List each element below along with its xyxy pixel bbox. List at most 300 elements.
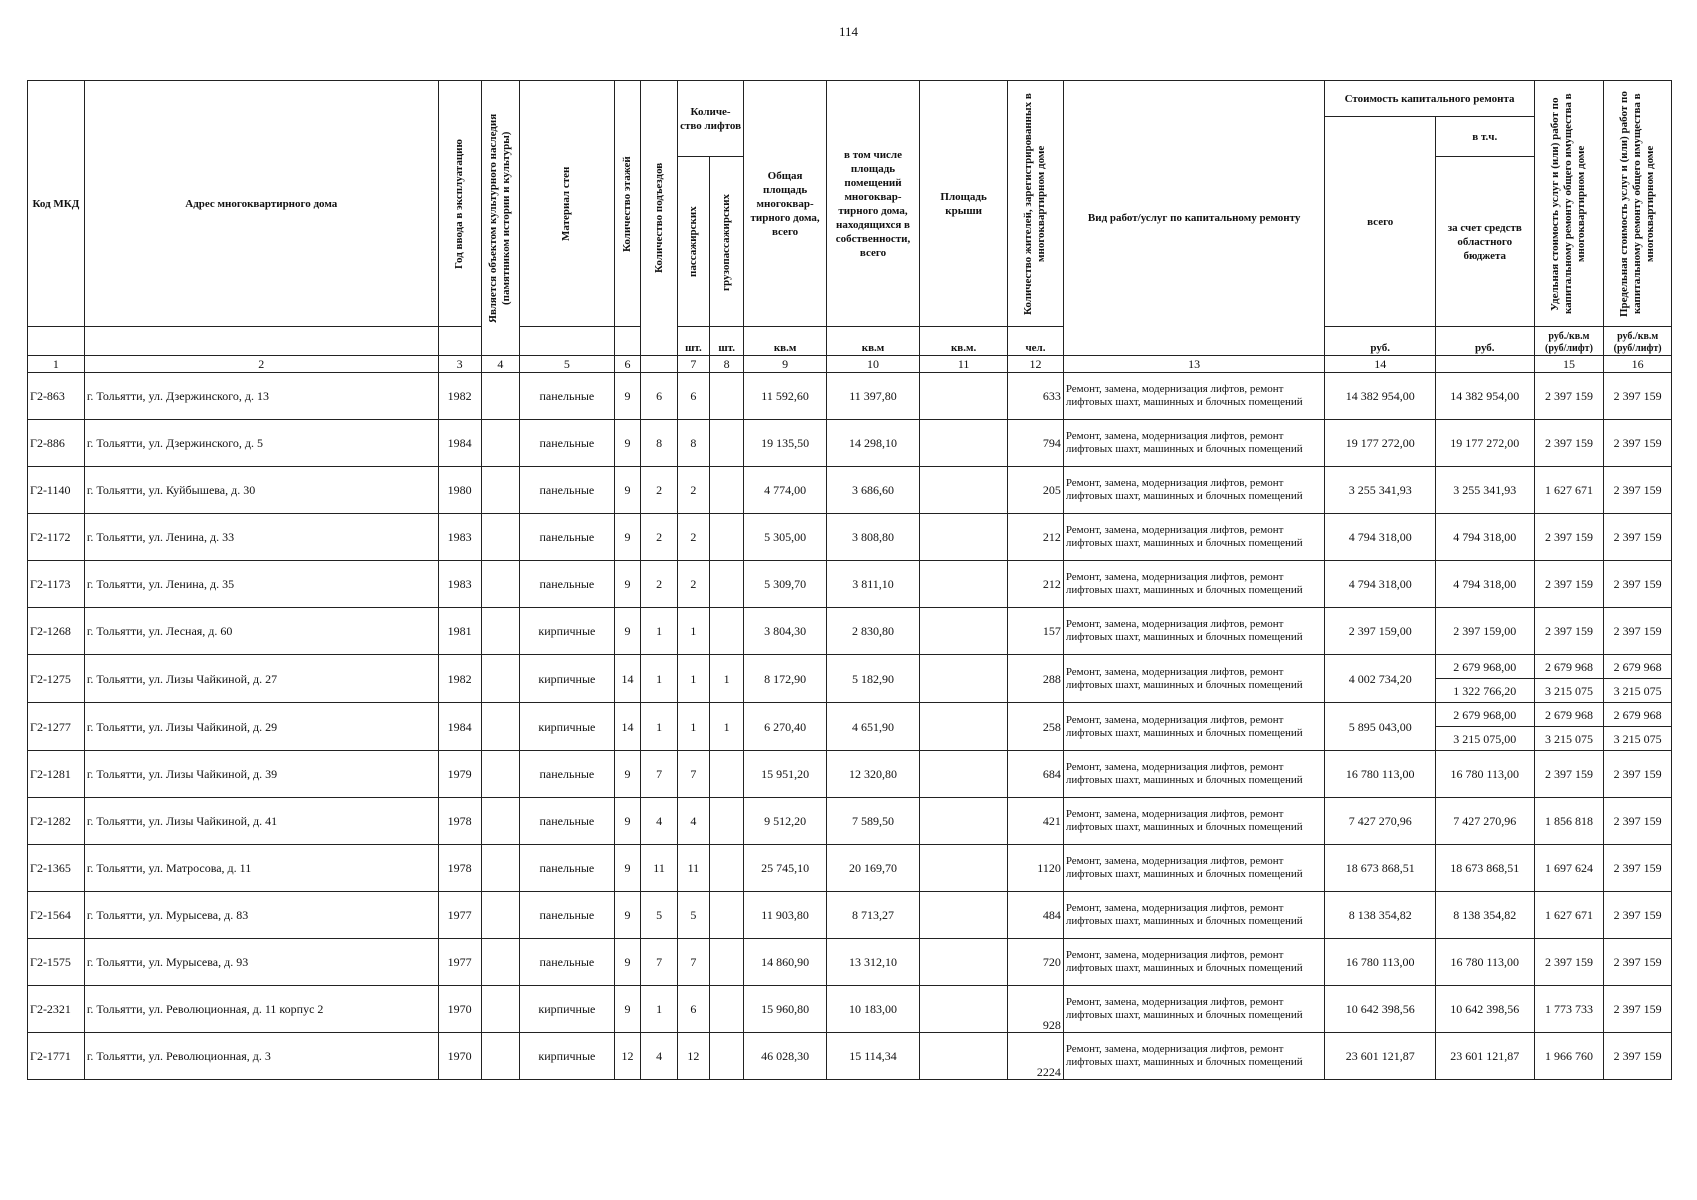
table-row bbox=[28, 845, 1672, 892]
cell-unit-cost: 2 397 159 bbox=[1534, 373, 1604, 420]
cell-residents: 684 bbox=[1008, 751, 1064, 798]
cell-freight bbox=[709, 561, 743, 608]
cell-residents: 633 bbox=[1008, 373, 1064, 420]
cell-code: Г2-886 bbox=[28, 420, 85, 467]
cell-code: Г2-1281 bbox=[28, 751, 85, 798]
cell-total-area: 3 804,30 bbox=[744, 608, 827, 655]
cell-unit-cost: 2 679 968 bbox=[1534, 655, 1604, 679]
cell-total-area: 8 172,90 bbox=[744, 655, 827, 703]
cell-cost-total: 23 601 121,87 bbox=[1325, 1033, 1435, 1080]
cell-passenger: 1 bbox=[677, 608, 709, 655]
cell-owned-area: 3 686,60 bbox=[826, 467, 919, 514]
header-unit-cost: Удельная стоимость услуг и (или) работ по капитальному ремонту общего имущества в многоквартирном доме bbox=[1549, 93, 1588, 314]
cell-roof-area bbox=[920, 892, 1008, 939]
cell-work-type: Ремонт, замена, модернизация лифтов, ремонт лифтовых шахт, машинных и блочных помещений bbox=[1063, 467, 1325, 514]
cell-owned-area: 8 713,27 bbox=[826, 892, 919, 939]
cell-work-type: Ремонт, замена, модернизация лифтов, ремонт лифтовых шахт, машинных и блочных помещений bbox=[1063, 845, 1325, 892]
cell-cost-total: 8 138 354,82 bbox=[1325, 892, 1435, 939]
cell-regional: 1 322 766,20 bbox=[1435, 679, 1534, 703]
cell-total-area: 19 135,50 bbox=[744, 420, 827, 467]
cell-freight: 1 bbox=[709, 703, 743, 751]
cell-work-type: Ремонт, замена, модернизация лифтов, ремонт лифтовых шахт, машинных и блочных помещений bbox=[1063, 986, 1325, 1033]
cell-roof-area bbox=[920, 467, 1008, 514]
cell-cost-total: 4 794 318,00 bbox=[1325, 561, 1435, 608]
column-number: 15 bbox=[1534, 356, 1604, 373]
cell-heritage bbox=[481, 798, 520, 845]
cell-unit-cost: 2 397 159 bbox=[1534, 939, 1604, 986]
cell-code: Г2-1771 bbox=[28, 1033, 85, 1080]
cell-heritage bbox=[481, 939, 520, 986]
header-entrances: Количество подъездов bbox=[652, 162, 665, 274]
page-number: 114 bbox=[838, 24, 859, 39]
cell-heritage bbox=[481, 1033, 520, 1080]
header-work-type: Вид работ/услуг по капитальному ремонту bbox=[1063, 81, 1325, 356]
cell-walls: кирпичные bbox=[520, 986, 614, 1033]
cell-unit-cost: 1 697 624 bbox=[1534, 845, 1604, 892]
cell-freight bbox=[709, 420, 743, 467]
cell-freight bbox=[709, 798, 743, 845]
cell-entrances: 5 bbox=[641, 892, 677, 939]
table-row bbox=[28, 798, 1672, 845]
cell-freight bbox=[709, 373, 743, 420]
table-row bbox=[28, 892, 1672, 939]
unit-rub-total: руб. bbox=[1325, 327, 1435, 356]
cell-walls: кирпичные bbox=[520, 1033, 614, 1080]
cell-residents: 157 bbox=[1008, 608, 1064, 655]
cell-regional: 2 679 968,00 bbox=[1435, 655, 1534, 679]
cell-total-area: 46 028,30 bbox=[744, 1033, 827, 1080]
table-row bbox=[28, 1033, 1672, 1080]
cell-walls: панельные bbox=[520, 373, 614, 420]
cell-year: 1977 bbox=[438, 939, 481, 986]
cell-passenger: 8 bbox=[677, 420, 709, 467]
cell-residents: 212 bbox=[1008, 561, 1064, 608]
cell-walls: панельные bbox=[520, 845, 614, 892]
cell-roof-area bbox=[920, 514, 1008, 561]
cell-regional: 19 177 272,00 bbox=[1435, 420, 1534, 467]
cell-address: г. Тольятти, ул. Куйбышева, д. 30 bbox=[84, 467, 438, 514]
cell-passenger: 7 bbox=[677, 939, 709, 986]
header-cost-total: всего bbox=[1325, 117, 1435, 327]
cell-roof-area bbox=[920, 420, 1008, 467]
header-incl: в т.ч. bbox=[1435, 117, 1534, 157]
cell-regional: 18 673 868,51 bbox=[1435, 845, 1534, 892]
cell-heritage bbox=[481, 703, 520, 751]
cell-residents: 212 bbox=[1008, 514, 1064, 561]
cell-heritage bbox=[481, 420, 520, 467]
cell-total-area: 5 309,70 bbox=[744, 561, 827, 608]
column-number: 1 bbox=[28, 356, 85, 373]
cell-work-type: Ремонт, замена, модернизация лифтов, ремонт лифтовых шахт, машинных и блочных помещений bbox=[1063, 608, 1325, 655]
column-number: 4 bbox=[481, 356, 520, 373]
cell-work-type: Ремонт, замена, модернизация лифтов, ремонт лифтовых шахт, машинных и блочных помещений bbox=[1063, 514, 1325, 561]
cell-freight bbox=[709, 1033, 743, 1080]
cell-floors: 9 bbox=[614, 373, 641, 420]
cell-max-cost: 3 215 075 bbox=[1604, 727, 1672, 751]
cell-code: Г2-1277 bbox=[28, 703, 85, 751]
table-row bbox=[28, 703, 1672, 727]
header-total-area: Общая площадь многоквар-тирного дома, всего bbox=[744, 81, 827, 327]
cell-owned-area: 2 830,80 bbox=[826, 608, 919, 655]
cell-code: Г2-1173 bbox=[28, 561, 85, 608]
cell-address: г. Тольятти, ул. Лизы Чайкиной, д. 39 bbox=[84, 751, 438, 798]
unit-area-owned: кв.м bbox=[826, 327, 919, 356]
cell-owned-area: 3 811,10 bbox=[826, 561, 919, 608]
cell-entrances: 8 bbox=[641, 420, 677, 467]
column-number: 10 bbox=[826, 356, 919, 373]
cell-max-cost: 2 397 159 bbox=[1604, 986, 1672, 1033]
cell-heritage bbox=[481, 373, 520, 420]
cell-freight bbox=[709, 467, 743, 514]
column-number: 13 bbox=[1063, 356, 1325, 373]
table-row bbox=[28, 655, 1672, 679]
cell-address: г. Тольятти, ул. Революционная, д. 3 bbox=[84, 1033, 438, 1080]
cell-entrances: 1 bbox=[641, 655, 677, 703]
header-address: Адрес многоквартирного дома bbox=[84, 81, 438, 327]
cell-regional: 4 794 318,00 bbox=[1435, 561, 1534, 608]
cell-unit-cost: 2 397 159 bbox=[1534, 514, 1604, 561]
cell-residents: 258 bbox=[1008, 703, 1064, 751]
cell-heritage bbox=[481, 986, 520, 1033]
cell-walls: панельные bbox=[520, 467, 614, 514]
cell-entrances: 1 bbox=[641, 608, 677, 655]
cell-heritage bbox=[481, 845, 520, 892]
cell-floors: 9 bbox=[614, 467, 641, 514]
cell-passenger: 6 bbox=[677, 373, 709, 420]
cell-passenger: 2 bbox=[677, 561, 709, 608]
cell-heritage bbox=[481, 561, 520, 608]
cell-owned-area: 15 114,34 bbox=[826, 1033, 919, 1080]
cell-floors: 12 bbox=[614, 1033, 641, 1080]
column-number: 12 bbox=[1008, 356, 1064, 373]
cell-freight bbox=[709, 939, 743, 986]
cell-address: г. Тольятти, ул. Дзержинского, д. 5 bbox=[84, 420, 438, 467]
cell-floors: 9 bbox=[614, 845, 641, 892]
column-number: 6 bbox=[614, 356, 641, 373]
cell-roof-area bbox=[920, 798, 1008, 845]
cell-year: 1977 bbox=[438, 892, 481, 939]
cell-owned-area: 3 808,80 bbox=[826, 514, 919, 561]
cell-total-area: 15 960,80 bbox=[744, 986, 827, 1033]
cell-passenger: 11 bbox=[677, 845, 709, 892]
cell-entrances: 4 bbox=[641, 1033, 677, 1080]
cell-residents: 205 bbox=[1008, 467, 1064, 514]
cell-address: г. Тольятти, ул. Лизы Чайкиной, д. 41 bbox=[84, 798, 438, 845]
cell-freight: 1 bbox=[709, 655, 743, 703]
cell-year: 1983 bbox=[438, 561, 481, 608]
cell-cost-total: 4 002 734,20 bbox=[1325, 655, 1435, 703]
cell-entrances: 4 bbox=[641, 798, 677, 845]
cell-work-type: Ремонт, замена, модернизация лифтов, ремонт лифтовых шахт, машинных и блочных помещений bbox=[1063, 561, 1325, 608]
cell-cost-total: 14 382 954,00 bbox=[1325, 373, 1435, 420]
header-max-cost: Предельная стоимость услуг и (или) работ по капитальному ремонту общего имущества в многоквартирном доме bbox=[1618, 90, 1657, 317]
cell-year: 1983 bbox=[438, 514, 481, 561]
cell-owned-area: 14 298,10 bbox=[826, 420, 919, 467]
column-number: 2 bbox=[84, 356, 438, 373]
cell-passenger: 2 bbox=[677, 467, 709, 514]
table-row bbox=[28, 939, 1672, 986]
column-numbers-row bbox=[28, 356, 1672, 373]
cell-regional: 8 138 354,82 bbox=[1435, 892, 1534, 939]
cell-floors: 9 bbox=[614, 608, 641, 655]
table-row bbox=[28, 467, 1672, 514]
cell-total-area: 15 951,20 bbox=[744, 751, 827, 798]
cell-code: Г2-863 bbox=[28, 373, 85, 420]
cell-regional: 14 382 954,00 bbox=[1435, 373, 1534, 420]
cell-code: Г2-1268 bbox=[28, 608, 85, 655]
cell-year: 1981 bbox=[438, 608, 481, 655]
cell-residents: 720 bbox=[1008, 939, 1064, 986]
cell-passenger: 12 bbox=[677, 1033, 709, 1080]
cell-total-area: 9 512,20 bbox=[744, 798, 827, 845]
cell-unit-cost: 2 397 159 bbox=[1534, 561, 1604, 608]
table-row bbox=[28, 561, 1672, 608]
table-row bbox=[28, 373, 1672, 420]
cell-max-cost: 2 397 159 bbox=[1604, 608, 1672, 655]
cell-walls: кирпичные bbox=[520, 703, 614, 751]
cell-owned-area: 4 651,90 bbox=[826, 703, 919, 751]
cell-residents: 421 bbox=[1008, 798, 1064, 845]
unit-rub-regional: руб. bbox=[1435, 327, 1534, 356]
header-freight: грузопассажирских bbox=[720, 192, 733, 291]
cell-roof-area bbox=[920, 561, 1008, 608]
column-number: 16 bbox=[1604, 356, 1672, 373]
cell-walls: панельные bbox=[520, 939, 614, 986]
cell-unit-cost: 1 966 760 bbox=[1534, 1033, 1604, 1080]
cell-regional: 23 601 121,87 bbox=[1435, 1033, 1534, 1080]
cell-roof-area bbox=[920, 703, 1008, 751]
cell-address: г. Тольятти, ул. Ленина, д. 33 bbox=[84, 514, 438, 561]
cell-work-type: Ремонт, замена, модернизация лифтов, ремонт лифтовых шахт, машинных и блочных помещений bbox=[1063, 1033, 1325, 1080]
unit-pcs-freight: шт. bbox=[709, 327, 743, 356]
cell-code: Г2-1140 bbox=[28, 467, 85, 514]
cell-unit-cost: 3 215 075 bbox=[1534, 727, 1604, 751]
cell-year: 1978 bbox=[438, 845, 481, 892]
cell-cost-total: 5 895 043,00 bbox=[1325, 703, 1435, 751]
cell-work-type: Ремонт, замена, модернизация лифтов, ремонт лифтовых шахт, машинных и блочных помещений bbox=[1063, 798, 1325, 845]
table-row bbox=[28, 514, 1672, 561]
cell-address: г. Тольятти, ул. Дзержинского, д. 13 bbox=[84, 373, 438, 420]
header-roof-area: Площадь крыши bbox=[920, 81, 1008, 327]
table-row bbox=[28, 608, 1672, 655]
cell-walls: панельные bbox=[520, 420, 614, 467]
cell-max-cost: 2 397 159 bbox=[1604, 514, 1672, 561]
cell-year: 1984 bbox=[438, 703, 481, 751]
cell-work-type: Ремонт, замена, модернизация лифтов, ремонт лифтовых шахт, машинных и блочных помещений bbox=[1063, 939, 1325, 986]
cell-max-cost: 2 397 159 bbox=[1604, 751, 1672, 798]
cell-walls: панельные bbox=[520, 892, 614, 939]
cell-work-type: Ремонт, замена, модернизация лифтов, ремонт лифтовых шахт, машинных и блочных помещений bbox=[1063, 751, 1325, 798]
cell-total-area: 5 305,00 bbox=[744, 514, 827, 561]
header-residents: Количество жителей, зарегистрированных в многоквартирном доме bbox=[1022, 92, 1048, 315]
cell-walls: кирпичные bbox=[520, 655, 614, 703]
cell-passenger: 7 bbox=[677, 751, 709, 798]
cell-heritage bbox=[481, 892, 520, 939]
table-body bbox=[28, 373, 1672, 1080]
cell-year: 1982 bbox=[438, 655, 481, 703]
cell-max-cost: 3 215 075 bbox=[1604, 679, 1672, 703]
cell-walls: панельные bbox=[520, 798, 614, 845]
cell-year: 1982 bbox=[438, 373, 481, 420]
header-code: Код МКД bbox=[28, 81, 85, 327]
cell-max-cost: 2 679 968 bbox=[1604, 655, 1672, 679]
unit-cost-15: руб./кв.м (руб/лифт) bbox=[1534, 327, 1604, 356]
cell-address: г. Тольятти, ул. Ленина, д. 35 bbox=[84, 561, 438, 608]
unit-area-total: кв.м bbox=[744, 327, 827, 356]
cell-passenger: 5 bbox=[677, 892, 709, 939]
cell-unit-cost: 2 397 159 bbox=[1534, 608, 1604, 655]
cell-walls: панельные bbox=[520, 751, 614, 798]
cell-floors: 9 bbox=[614, 892, 641, 939]
cell-work-type: Ремонт, замена, модернизация лифтов, ремонт лифтовых шахт, машинных и блочных помещений bbox=[1063, 655, 1325, 703]
cell-unit-cost: 2 397 159 bbox=[1534, 751, 1604, 798]
cell-roof-area bbox=[920, 373, 1008, 420]
cell-year: 1979 bbox=[438, 751, 481, 798]
cell-owned-area: 7 589,50 bbox=[826, 798, 919, 845]
cell-code: Г2-2321 bbox=[28, 986, 85, 1033]
cell-freight bbox=[709, 608, 743, 655]
header-owned-area: в том числе площадь помещений многоквар-тирного дома, находящихся в собственности, всего bbox=[826, 81, 919, 327]
header-cost: Стоимость капитального ремонта bbox=[1325, 81, 1534, 117]
column-number bbox=[1435, 356, 1534, 373]
cell-unit-cost: 1 773 733 bbox=[1534, 986, 1604, 1033]
cell-cost-total: 7 427 270,96 bbox=[1325, 798, 1435, 845]
column-number: 9 bbox=[744, 356, 827, 373]
cell-total-area: 11 903,80 bbox=[744, 892, 827, 939]
cell-residents: 794 bbox=[1008, 420, 1064, 467]
cell-floors: 9 bbox=[614, 986, 641, 1033]
cell-regional: 2 679 968,00 bbox=[1435, 703, 1534, 727]
cell-entrances: 2 bbox=[641, 467, 677, 514]
cell-residents: 2224 bbox=[1008, 1033, 1064, 1080]
cell-address: г. Тольятти, ул. Лизы Чайкиной, д. 27 bbox=[84, 655, 438, 703]
cell-address: г. Тольятти, ул. Революционная, д. 11 корпус 2 bbox=[84, 986, 438, 1033]
cell-cost-total: 19 177 272,00 bbox=[1325, 420, 1435, 467]
cell-freight bbox=[709, 892, 743, 939]
cell-owned-area: 10 183,00 bbox=[826, 986, 919, 1033]
cell-freight bbox=[709, 514, 743, 561]
cell-max-cost: 2 397 159 bbox=[1604, 373, 1672, 420]
cell-regional: 7 427 270,96 bbox=[1435, 798, 1534, 845]
cell-floors: 9 bbox=[614, 798, 641, 845]
cell-heritage bbox=[481, 514, 520, 561]
cell-floors: 9 bbox=[614, 939, 641, 986]
cell-heritage bbox=[481, 751, 520, 798]
cell-total-area: 25 745,10 bbox=[744, 845, 827, 892]
column-number: 5 bbox=[520, 356, 614, 373]
cell-year: 1980 bbox=[438, 467, 481, 514]
capital-repair-table bbox=[27, 80, 1672, 1080]
cell-cost-total: 2 397 159,00 bbox=[1325, 608, 1435, 655]
cell-floors: 9 bbox=[614, 561, 641, 608]
cell-address: г. Тольятти, ул. Лизы Чайкиной, д. 29 bbox=[84, 703, 438, 751]
cell-passenger: 1 bbox=[677, 703, 709, 751]
cell-entrances: 11 bbox=[641, 845, 677, 892]
cell-entrances: 2 bbox=[641, 514, 677, 561]
unit-area-roof: кв.м. bbox=[920, 327, 1008, 356]
cell-year: 1970 bbox=[438, 986, 481, 1033]
cell-entrances: 1 bbox=[641, 986, 677, 1033]
cell-unit-cost: 2 679 968 bbox=[1534, 703, 1604, 727]
cell-max-cost: 2 397 159 bbox=[1604, 561, 1672, 608]
cell-code: Г2-1172 bbox=[28, 514, 85, 561]
column-number: 11 bbox=[920, 356, 1008, 373]
unit-people: чел. bbox=[1008, 327, 1064, 356]
cell-heritage bbox=[481, 467, 520, 514]
cell-code: Г2-1282 bbox=[28, 798, 85, 845]
cell-year: 1984 bbox=[438, 420, 481, 467]
cell-max-cost: 2 397 159 bbox=[1604, 939, 1672, 986]
cell-entrances: 2 bbox=[641, 561, 677, 608]
cell-address: г. Тольятти, ул. Мурысева, д. 83 bbox=[84, 892, 438, 939]
cell-freight bbox=[709, 986, 743, 1033]
column-number: 14 bbox=[1325, 356, 1435, 373]
cell-walls: панельные bbox=[520, 561, 614, 608]
cell-work-type: Ремонт, замена, модернизация лифтов, ремонт лифтовых шахт, машинных и блочных помещений bbox=[1063, 373, 1325, 420]
column-number bbox=[641, 356, 677, 373]
cell-passenger: 6 bbox=[677, 986, 709, 1033]
cell-residents: 928 bbox=[1008, 986, 1064, 1033]
cell-roof-area bbox=[920, 845, 1008, 892]
cell-unit-cost: 2 397 159 bbox=[1534, 420, 1604, 467]
header-year: Год ввода в эксплуатацию bbox=[453, 138, 466, 269]
cell-floors: 9 bbox=[614, 514, 641, 561]
cell-total-area: 11 592,60 bbox=[744, 373, 827, 420]
cell-max-cost: 2 679 968 bbox=[1604, 703, 1672, 727]
cell-max-cost: 2 397 159 bbox=[1604, 798, 1672, 845]
table-row bbox=[28, 751, 1672, 798]
cell-cost-total: 16 780 113,00 bbox=[1325, 939, 1435, 986]
cell-floors: 14 bbox=[614, 703, 641, 751]
cell-work-type: Ремонт, замена, модернизация лифтов, ремонт лифтовых шахт, машинных и блочных помещений bbox=[1063, 420, 1325, 467]
cell-owned-area: 20 169,70 bbox=[826, 845, 919, 892]
column-number: 7 bbox=[677, 356, 709, 373]
cell-max-cost: 2 397 159 bbox=[1604, 1033, 1672, 1080]
cell-cost-total: 3 255 341,93 bbox=[1325, 467, 1435, 514]
cell-regional: 4 794 318,00 bbox=[1435, 514, 1534, 561]
cell-owned-area: 11 397,80 bbox=[826, 373, 919, 420]
cell-floors: 14 bbox=[614, 655, 641, 703]
cell-code: Г2-1275 bbox=[28, 655, 85, 703]
cell-heritage bbox=[481, 608, 520, 655]
cell-address: г. Тольятти, ул. Матросова, д. 11 bbox=[84, 845, 438, 892]
cell-max-cost: 2 397 159 bbox=[1604, 420, 1672, 467]
table-row bbox=[28, 420, 1672, 467]
cell-regional: 2 397 159,00 bbox=[1435, 608, 1534, 655]
cell-residents: 288 bbox=[1008, 655, 1064, 703]
cell-max-cost: 2 397 159 bbox=[1604, 467, 1672, 514]
cell-owned-area: 5 182,90 bbox=[826, 655, 919, 703]
cell-residents: 1120 bbox=[1008, 845, 1064, 892]
cell-roof-area bbox=[920, 751, 1008, 798]
cell-regional: 10 642 398,56 bbox=[1435, 986, 1534, 1033]
cell-regional: 16 780 113,00 bbox=[1435, 939, 1534, 986]
cell-walls: панельные bbox=[520, 514, 614, 561]
cell-regional: 3 215 075,00 bbox=[1435, 727, 1534, 751]
column-number: 3 bbox=[438, 356, 481, 373]
cell-roof-area bbox=[920, 939, 1008, 986]
cell-unit-cost: 1 856 818 bbox=[1534, 798, 1604, 845]
header-floors: Количество этажей bbox=[620, 155, 633, 252]
cell-entrances: 6 bbox=[641, 373, 677, 420]
cell-entrances: 7 bbox=[641, 939, 677, 986]
cell-walls: кирпичные bbox=[520, 608, 614, 655]
header-heritage: Является объектом культурного наследия (памятником истории и культуры) bbox=[487, 113, 513, 323]
cell-passenger: 2 bbox=[677, 514, 709, 561]
unit-cost-16: руб./кв.м (руб/лифт) bbox=[1604, 327, 1672, 356]
cell-freight bbox=[709, 845, 743, 892]
cell-code: Г2-1575 bbox=[28, 939, 85, 986]
